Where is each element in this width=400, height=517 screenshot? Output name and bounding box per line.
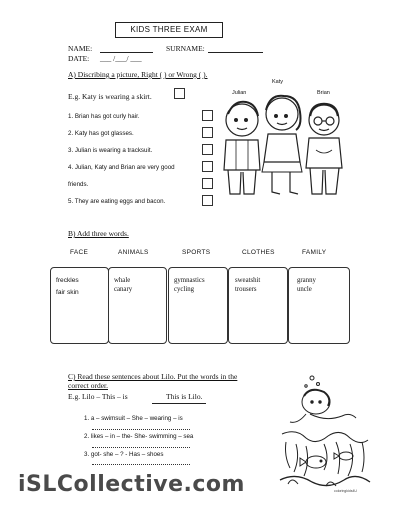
cell-clothes-word-1: sweatshit xyxy=(235,277,261,284)
exam-title: KIDS THREE EXAM xyxy=(115,22,223,38)
answer-line-2[interactable] xyxy=(92,447,190,448)
cell-sports-word-1: gymnastics xyxy=(174,277,205,284)
statement-5: 5. They are eating eggs and bacon. xyxy=(68,198,166,205)
cell-sports-word-2: cycling xyxy=(174,286,195,293)
statement-2: 2. Katy has got glasses. xyxy=(68,130,134,137)
statement-1: 1. Brian has got curly hair. xyxy=(68,113,140,120)
column-clothes: CLOTHES xyxy=(242,249,275,256)
statement-4: 4. Julian, Katy and Brian are very good xyxy=(68,164,175,171)
section-b-heading: B) Add three words. xyxy=(68,229,129,238)
cell-clothes[interactable] xyxy=(228,267,288,344)
statement-4-cont: friends. xyxy=(68,181,89,188)
section-c-heading-line1: C) Read these sentences about Lilo. Put the words in the xyxy=(68,372,238,381)
column-sports: SPORTS xyxy=(182,249,211,256)
date-field[interactable]: ___ /___/ ___ xyxy=(100,54,142,63)
sentence-3: 3. got- she – ? - Has – shoes xyxy=(84,451,164,458)
label-katy: Katy xyxy=(272,79,284,85)
cell-animals-word-1: whale xyxy=(114,277,131,284)
cell-family[interactable] xyxy=(288,267,350,344)
date-label: DATE: xyxy=(68,54,90,63)
label-brian: Brian xyxy=(317,90,330,96)
example-answer-line xyxy=(152,403,206,404)
cell-clothes-word-2: trousers xyxy=(235,286,257,293)
name-field[interactable] xyxy=(100,52,153,53)
section-a-example: E.g. Katy is wearing a skirt. xyxy=(68,92,152,101)
answer-line-1[interactable] xyxy=(92,429,190,430)
surname-field[interactable] xyxy=(208,52,263,53)
section-a-heading: A) Discribing a picture, Right ( ) or Wrong ( ). xyxy=(68,70,208,79)
column-face: FACE xyxy=(70,249,89,256)
sentence-2: 2. likes – in – the- She- swimming – sea xyxy=(84,433,194,440)
name-label: NAME: xyxy=(68,44,93,53)
image-credit: coloringkids4U xyxy=(334,489,357,493)
statement-3: 3. Julian is wearing a tracksuit. xyxy=(68,147,153,154)
example-checkbox[interactable] xyxy=(174,88,185,99)
cell-face[interactable] xyxy=(50,267,109,344)
kids-illustration xyxy=(212,92,352,202)
label-julian: Julian xyxy=(232,90,247,96)
cell-sports[interactable] xyxy=(168,267,228,344)
cell-face-word-1: freckles xyxy=(56,277,79,284)
column-family: FAMILY xyxy=(302,249,327,256)
cell-family-word-1: granny xyxy=(297,277,316,284)
watermark: iSLCollective.com xyxy=(18,472,245,497)
cell-family-word-2: uncle xyxy=(297,286,312,293)
answer-line-3[interactable] xyxy=(92,464,190,465)
section-c-heading-line2: correct order. xyxy=(68,381,108,390)
cell-animals-word-2: canary xyxy=(114,286,133,293)
lilo-illustration xyxy=(276,372,372,494)
column-animals: ANIMALS xyxy=(118,249,149,256)
surname-label: SURNAME: xyxy=(166,44,205,53)
section-c-example-right: This is Lilo. xyxy=(166,392,203,401)
section-c-example-left: E.g. Lilo – This – is xyxy=(68,392,128,401)
sentence-1: 1. a – swimsuit – She – wearing – is xyxy=(84,415,183,422)
cell-face-word-2: fair skin xyxy=(56,289,79,296)
cell-animals[interactable] xyxy=(108,267,167,344)
